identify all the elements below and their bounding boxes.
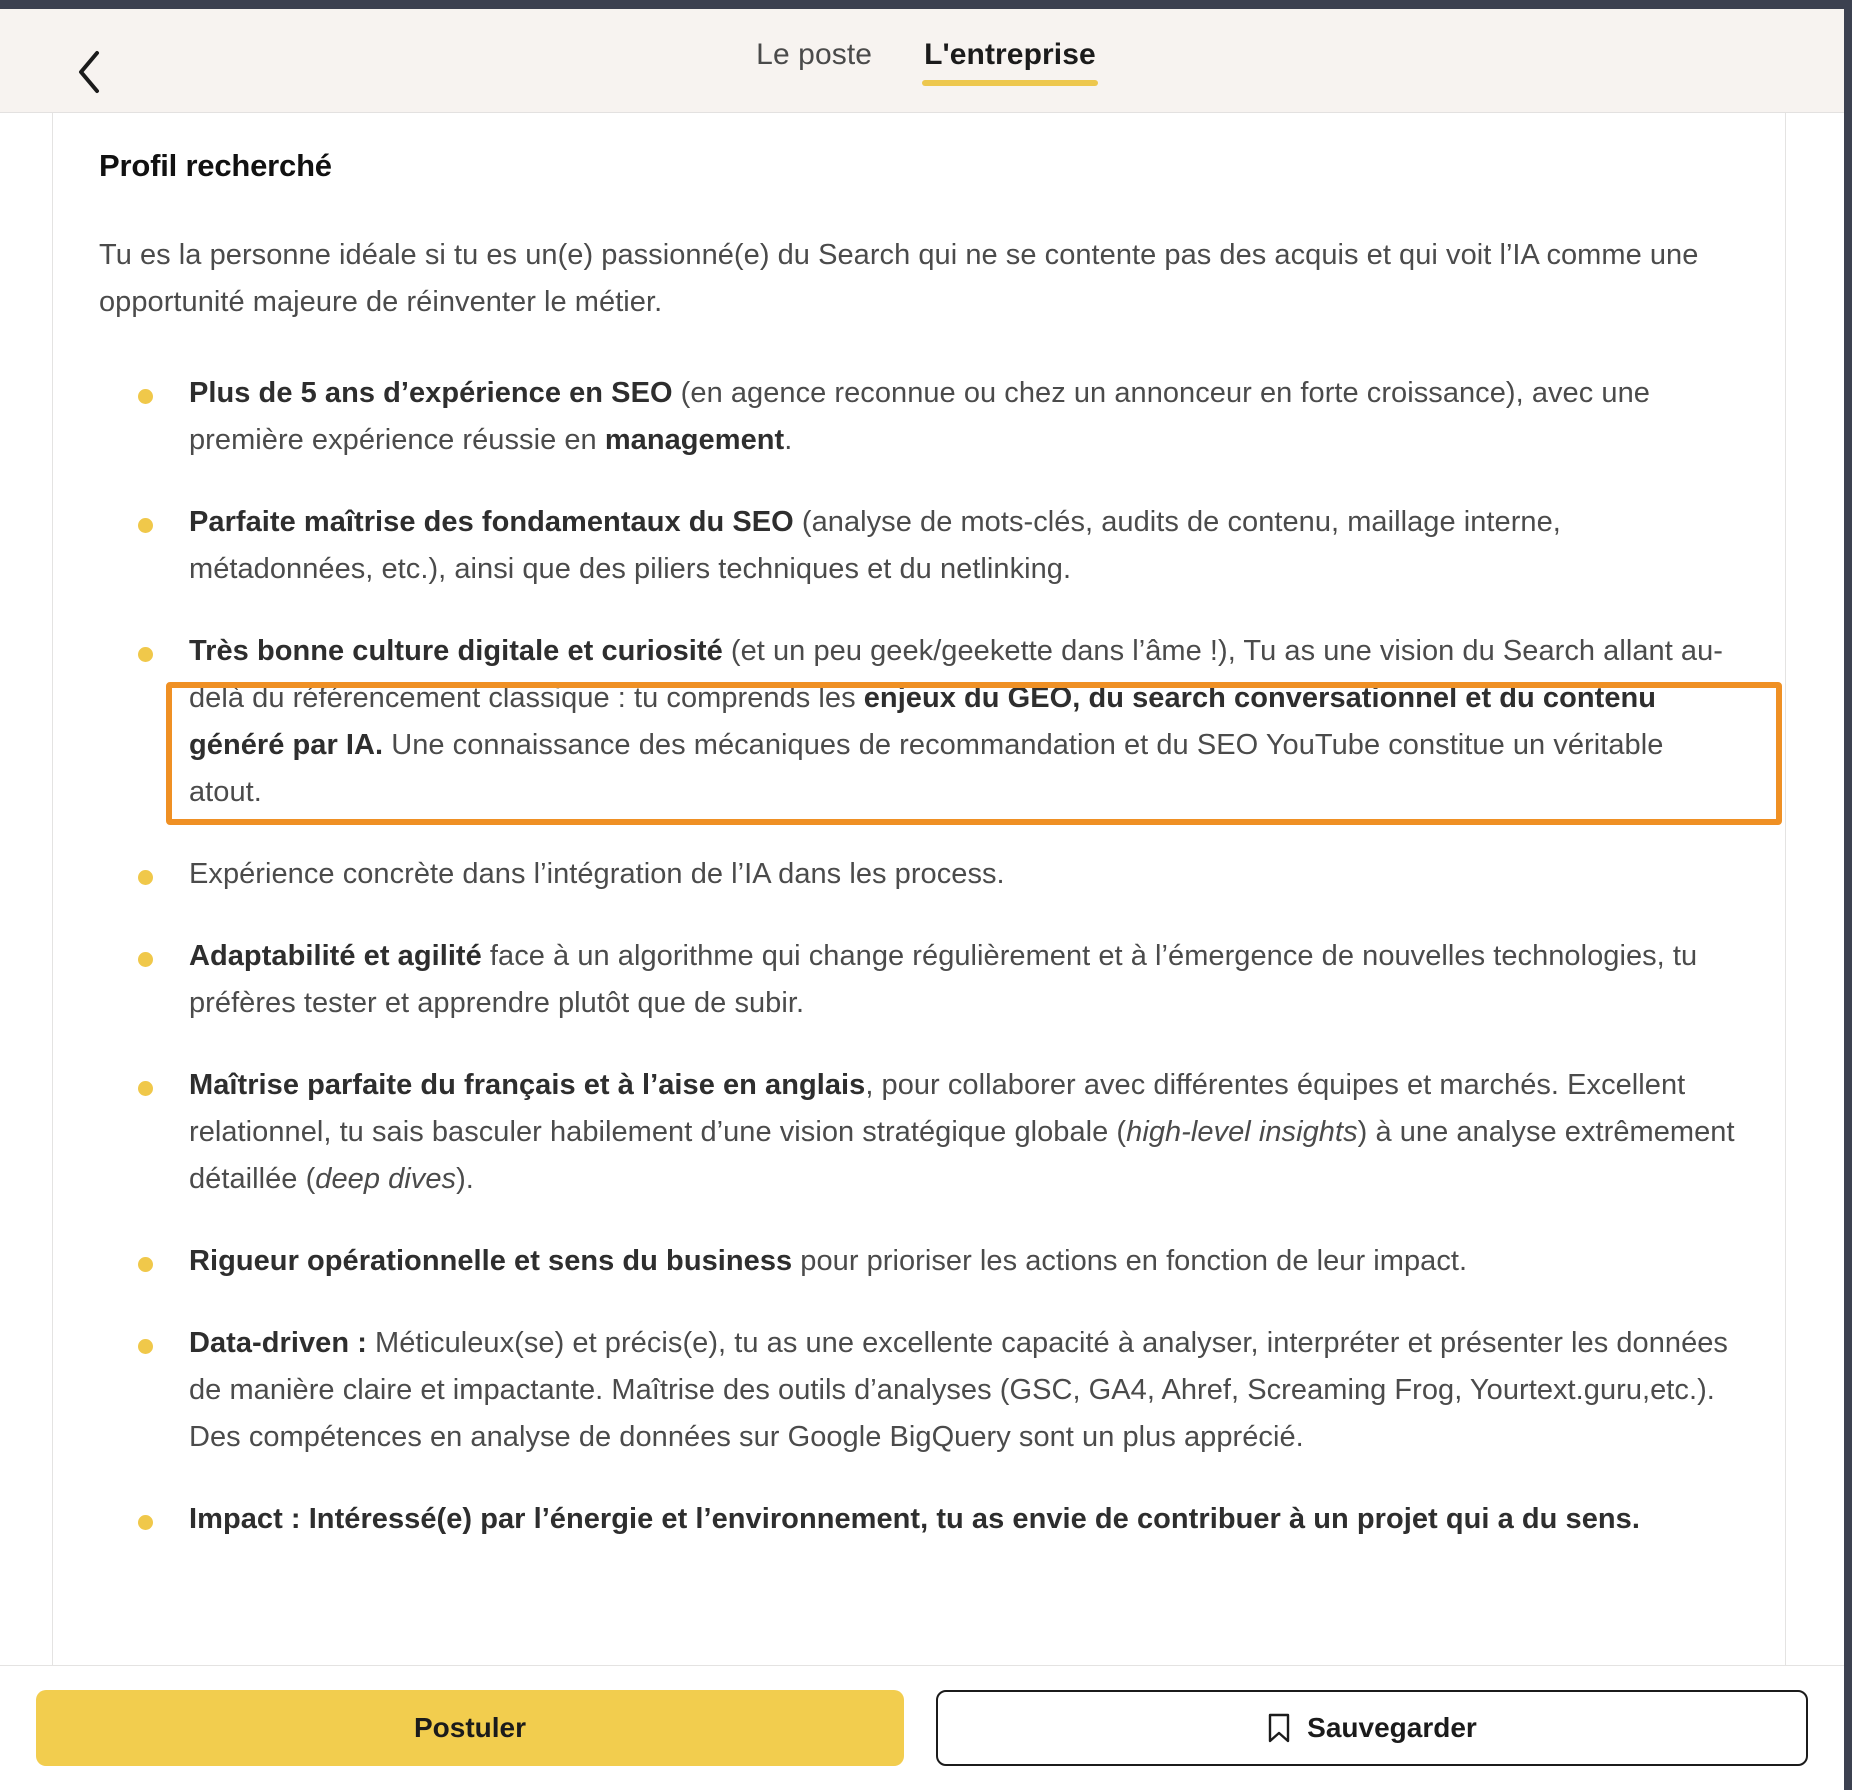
content-left-rule	[52, 113, 53, 1665]
bullet-dot-icon	[138, 1257, 153, 1272]
tab-active-underline	[922, 80, 1098, 86]
list-item	[53, 370, 1785, 464]
list-item-text-mid: ) à une analyse extrêmement détaillée (	[189, 1116, 1735, 1195]
save-button-label: Sauvegarder	[1307, 1712, 1477, 1743]
list-item-text: (analyse de mots-clés, audits de contenu, maillage interne, métadonnées, etc.), ainsi que des piliers techniques et du netlinking.	[189, 506, 1561, 585]
list-item-text: pour prioriser les actions en fonction de leur impact.	[792, 1245, 1468, 1277]
intro-paragraph: Tu es la personne idéale si tu es un(e) passionné(e) du Search qui ne se contente pas des acquis et qui voit l’IA comme une opportunité majeure de réinventer le métier.	[99, 239, 1699, 318]
list-item-text-tail: Une connaissance des mécaniques de recommandation et du SEO YouTube constitue un véritable atout.	[189, 729, 1664, 808]
list-item-lead: Data-driven :	[189, 1327, 367, 1359]
list-item	[53, 499, 1785, 593]
job-description-content	[53, 113, 1785, 1578]
job-description-panel	[0, 113, 1844, 1665]
apply-button-label: Postuler	[413, 1712, 527, 1743]
action-bar	[0, 1665, 1844, 1790]
list-item-text: Méticuleux(se) et précis(e), tu as une excellente capacité à analyser, interpréter et présenter les données de manière claire et impactante. Maîtrise des outils d’analyses (GSC, GA4, Ahref, Screaming Frog, Yourtext.guru,etc.). Des compétences en analyse de données sur Google BigQuery sont un plus apprécié.	[189, 1327, 1728, 1453]
list-item-text: , pour collaborer avec différentes équipes et marchés. Excellent relationnel, tu sais basculer habilement d’une vision stratégique globale (	[189, 1069, 1686, 1148]
list-item-emphasis: enjeux du GEO, du search conversationnel et du contenu généré par IA.	[189, 682, 1657, 761]
list-item-emphasis: management	[604, 424, 785, 456]
bullet-dot-icon	[138, 952, 153, 967]
list-item-lead: Adaptabilité et agilité	[189, 940, 482, 972]
bookmark-icon	[1267, 1713, 1291, 1743]
list-item-text: Expérience concrète dans l’intégration de l’IA dans les process.	[189, 858, 1005, 890]
list-item-text-tail: .	[784, 424, 793, 456]
list-item-italic-one: high-level insights	[1126, 1116, 1358, 1148]
list-item-lead: Parfaite maîtrise des fondamentaux du SEO	[189, 506, 794, 538]
bullet-dot-icon	[138, 647, 153, 662]
list-item-lead: Très bonne culture digitale et curiosité	[189, 635, 723, 667]
tab-le-poste[interactable]	[754, 32, 874, 90]
content-right-rule	[1785, 113, 1786, 1665]
list-item-italic-two: deep dives	[315, 1163, 457, 1195]
list-item-text: face à un algorithme qui change régulièrement et à l’émergence de nouvelles technologies, tu préfères tester et apprendre plutôt que de subir.	[189, 940, 1698, 1019]
tab-bar	[0, 9, 1852, 113]
list-item-lead: Maîtrise parfaite du français et à l’aise en anglais	[189, 1069, 866, 1101]
list-item-lead: Plus de 5 ans d’expérience en SEO	[189, 377, 673, 409]
requirements-list	[53, 326, 1785, 1543]
list-item-lead: Rigueur opérationnelle et sens du business	[189, 1245, 793, 1277]
bullet-dot-icon	[138, 1339, 153, 1354]
list-item	[53, 1320, 1785, 1461]
list-item-text: (et un peu geek/geekette dans l’âme !), Tu as une vision du Search allant au-delà du référencement classique : tu comprends les	[189, 635, 1723, 714]
page-title: Profil recherché	[99, 148, 332, 183]
tab-lentreprise[interactable]	[922, 32, 1098, 90]
bullet-dot-icon	[138, 1081, 153, 1096]
window-frame-top-edge	[0, 0, 1852, 9]
window-frame-right-edge	[1844, 0, 1852, 1790]
list-item	[53, 1238, 1785, 1285]
list-item	[53, 1496, 1785, 1543]
tab-le-poste-label: Le poste	[756, 38, 873, 71]
bullet-dot-icon	[138, 870, 153, 885]
app-header	[0, 9, 1852, 113]
bullet-dot-icon	[138, 389, 153, 404]
tab-lentreprise-label: L'entreprise	[924, 38, 1096, 71]
list-item	[53, 1062, 1785, 1203]
list-item	[53, 851, 1785, 898]
list-item-lead: Impact : Intéressé(e) par l’énergie et l’environnement, tu as envie de contribuer à un projet qui a du sens.	[189, 1503, 1640, 1535]
list-item-text-tail: ).	[456, 1163, 474, 1195]
save-button[interactable]	[936, 1690, 1808, 1766]
list-item	[53, 933, 1785, 1027]
list-item-highlighted	[53, 628, 1785, 816]
bullet-dot-icon	[138, 1515, 153, 1530]
apply-button[interactable]	[36, 1690, 904, 1766]
list-item-text: (en agence reconnue ou chez un annonceur en forte croissance), avec une première expérience réussie en	[189, 377, 1650, 456]
bullet-dot-icon	[138, 518, 153, 533]
